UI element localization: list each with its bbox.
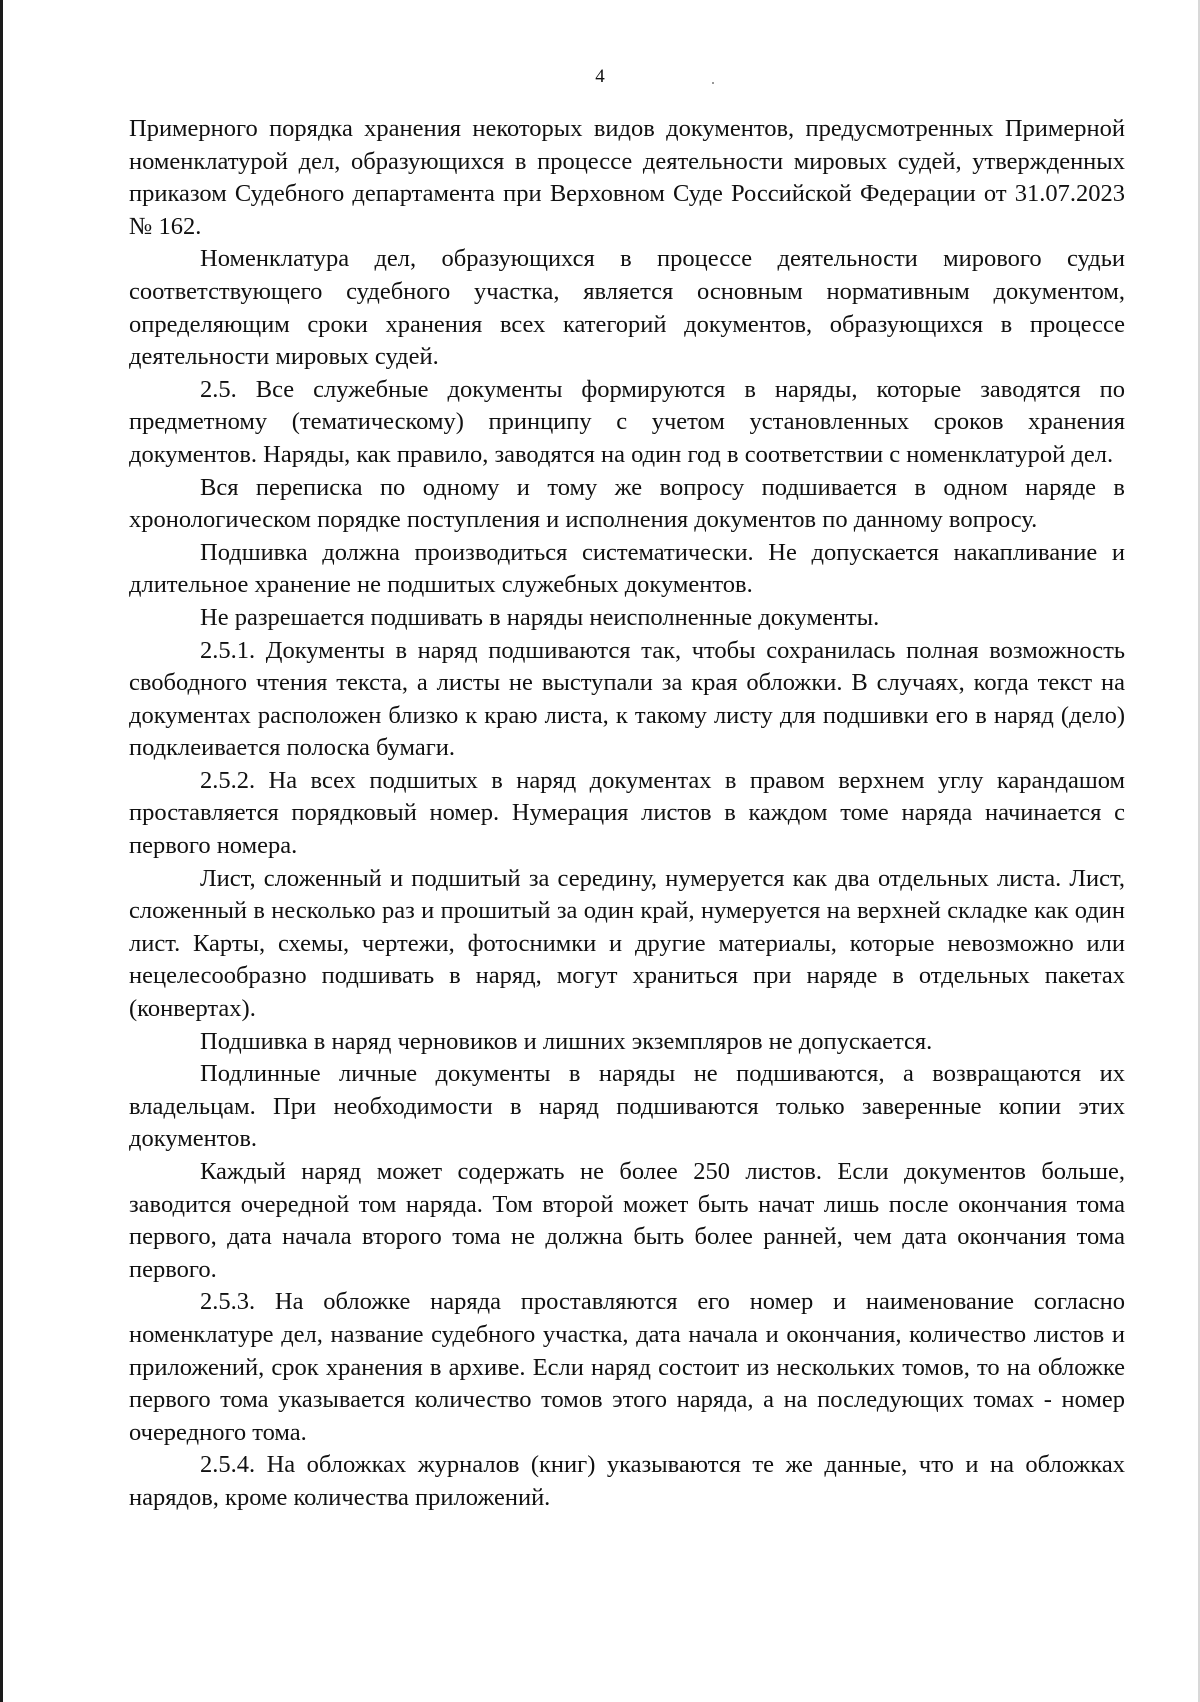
document-body bbox=[129, 113, 1125, 1515]
paragraph-2-5-2: 2.5.2. На всех подшитых в наряд документах в правом верхнем углу карандашом проставляется порядковый номер. Нумерация листов в каждом томе наряда начинается с первого номера. bbox=[129, 766, 1125, 860]
paragraph-correspondence: Вся переписка по одному и тому же вопросу подшивается в одном наряде в хронологическом порядке поступления и исполнения документов по данному вопросу. bbox=[129, 473, 1125, 534]
paragraph-unexecuted-documents: Не разрешается подшивать в наряды неисполненные документы. bbox=[200, 603, 880, 631]
paragraph-2-5-1: 2.5.1. Документы в наряд подшиваются так, чтобы сохранилась полная возможность свободного чтения текста, а листы не выступали за края обложки. В случаях, когда текст на документах расположен близко к краю листа, к такому листу для подшивки его в наряд (дело) подклеивается полоска бумаги. bbox=[129, 636, 1125, 762]
paragraph-drafts: Подшивка в наряд черновиков и лишних экземпляров не допускается. bbox=[200, 1027, 933, 1055]
paragraph-2-5-3: 2.5.3. На обложке наряда проставляются его номер и наименование согласно номенклатуре дел, название судебного участка, дата начала и окончания, количество листов и приложений, срок хранения в архиве. Если наряд состоит из нескольких томов, то на обложке первого тома указывается количество томов этого наряда, а на последующих томах - номер очередного тома. bbox=[129, 1288, 1125, 1446]
paragraph-2-5: 2.5. Все служебные документы формируются в наряды, которые заводятся по предметному (тематическому) принципу с учетом установленных сроков хранения документов. Наряды, как правило, заводятся на один год в соответствии с номенклатурой дел. bbox=[129, 375, 1125, 468]
paragraph-2-5-4: 2.5.4. На обложках журналов (книг) указываются те же данные, что и на обложках нарядов, кроме количества приложений. bbox=[129, 1451, 1125, 1511]
scan-artifact bbox=[712, 82, 714, 84]
paragraph-nomenclature: Номенклатура дел, образующихся в процессе деятельности мирового судьи соответствующего судебного участка, является основным нормативным документом, определяющим сроки хранения всех категорий документов, образующихся в процессе деятельности мировых судей. bbox=[129, 245, 1125, 371]
paragraph-sheet-numbering: Лист, сложенный и подшитый за середину, нумеруется как два отдельных листа. Лист, сложенный в несколько раз и прошитый за один край, нумеруется на верхней складке как один лист. Карты, схемы, чертежи, фотоснимки и другие материалы, которые невозможно или нецелесообразно подшивать в наряд, могут храниться при наряде в отдельных пакетах (конвертах). bbox=[129, 864, 1125, 1023]
page-number: 4 bbox=[595, 66, 605, 87]
paragraph-original-documents: Подлинные личные документы в наряды не подшиваются, а возвращаются их владельцам. При необходимости в наряд подшиваются только заверенные копии этих документов. bbox=[129, 1060, 1125, 1153]
paragraph-filing-systematic: Подшивка должна производиться систематически. Не допускается накапливание и длительное хранение не подшитых служебных документов. bbox=[129, 538, 1125, 599]
paragraph-volume-limit: Каждый наряд может содержать не более 250 листов. Если документов больше, заводится очередной том наряда. Том второй может быть начат лишь после окончания тома первого, дата начала второго тома не должна быть более ранней, чем дата окончания тома первого. bbox=[129, 1158, 1125, 1283]
paragraph-continuation: Примерного порядка хранения некоторых видов документов, предусмотренных Примерной номенклатурой дел, образующихся в процессе деятельности мировых судей, утвержденных приказом Судебного департамента при Верховном Суде Российской Федерации от 31.07.2023 № 162. bbox=[129, 115, 1125, 240]
